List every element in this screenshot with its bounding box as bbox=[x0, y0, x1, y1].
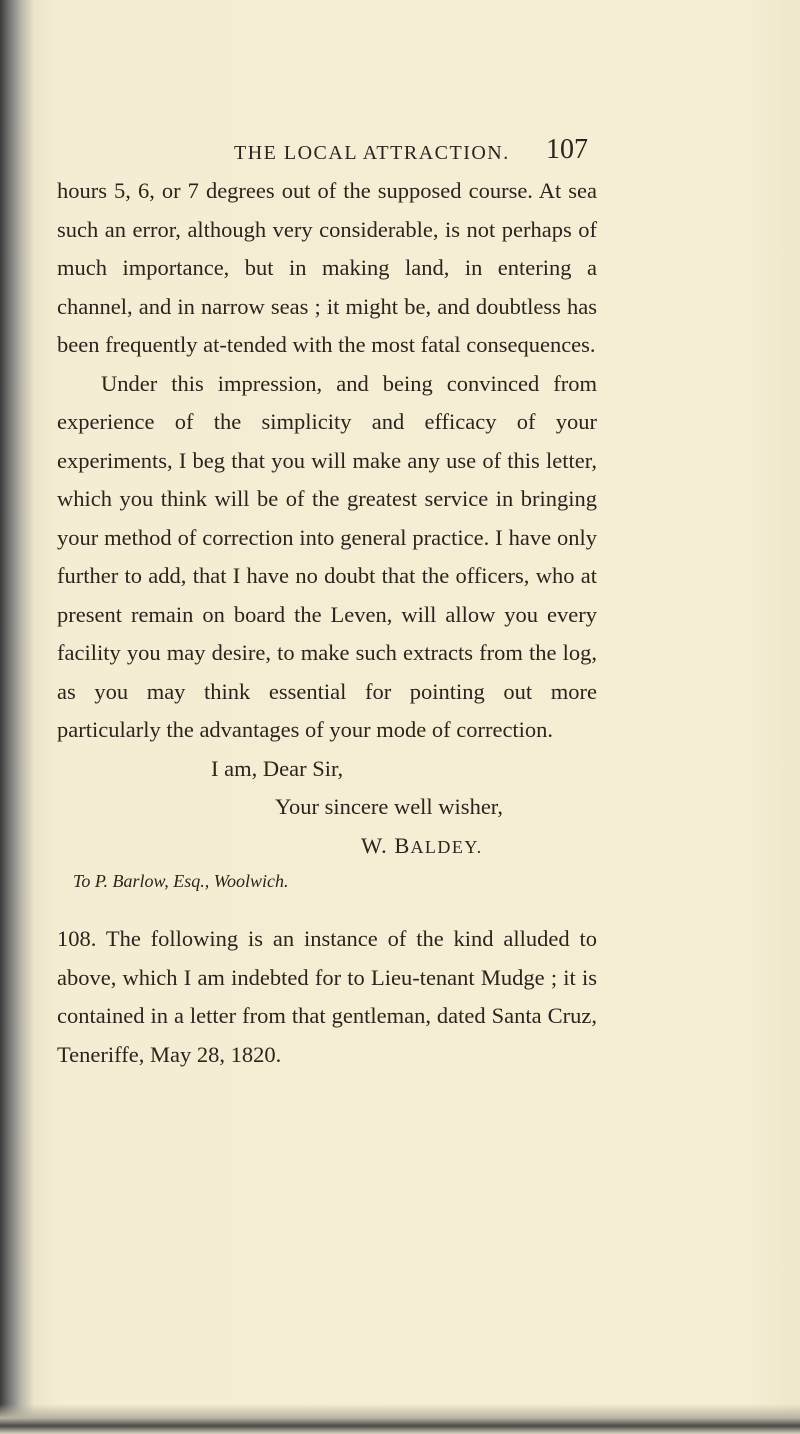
valediction: Your sincere well wisher, bbox=[275, 794, 504, 819]
running-head-title: THE LOCAL ATTRACTION. bbox=[234, 142, 510, 164]
section-108-text: The following is an instance of the kind alluded to above, which I am indebted for to Lieu-tenant Mudge ; it is contained in a letter from that gentleman, dated Santa Cruz, Teneriffe, May 28, 1820. bbox=[57, 926, 598, 1067]
paragraph-second: Under this impression, and being convinced from experience of the simplicity and efficacy of your experiments, I beg that you will make any use of this letter, which you think will be of the greatest service in bringing your method of correction into general practice. I have only further to add, that I have no doubt that the officers, who at present remain on board the Leven, will allow you every facility you may desire, to make such extracts from the log, as you may think essential for pointing out more particularly the advantages of your mode of correction. bbox=[57, 370, 597, 742]
paragraph-continuation: hours 5, 6, or 7 degrees out of the supposed course. At sea such an error, although very considerable, is not perhaps of much importance, but in making land, in entering a channel, and in narrow seas ; it might be, and doubtless has been frequently at-tended with the most fatal consequences. bbox=[57, 178, 597, 357]
signature-rest: ALDEY. bbox=[410, 836, 483, 857]
page-bottom-edge bbox=[0, 1404, 800, 1434]
signature-initial: W. B bbox=[361, 832, 411, 858]
binding-gutter bbox=[0, 0, 34, 1434]
page-number: 107 bbox=[546, 134, 588, 165]
section-108 bbox=[57, 920, 597, 1074]
signature bbox=[57, 827, 597, 867]
section-number: 108. bbox=[57, 926, 97, 951]
addressee: To P. Barlow, Esq., Woolwich. bbox=[73, 871, 289, 891]
salutation: I am, Dear Sir, bbox=[211, 755, 344, 781]
body-text bbox=[57, 172, 597, 1074]
